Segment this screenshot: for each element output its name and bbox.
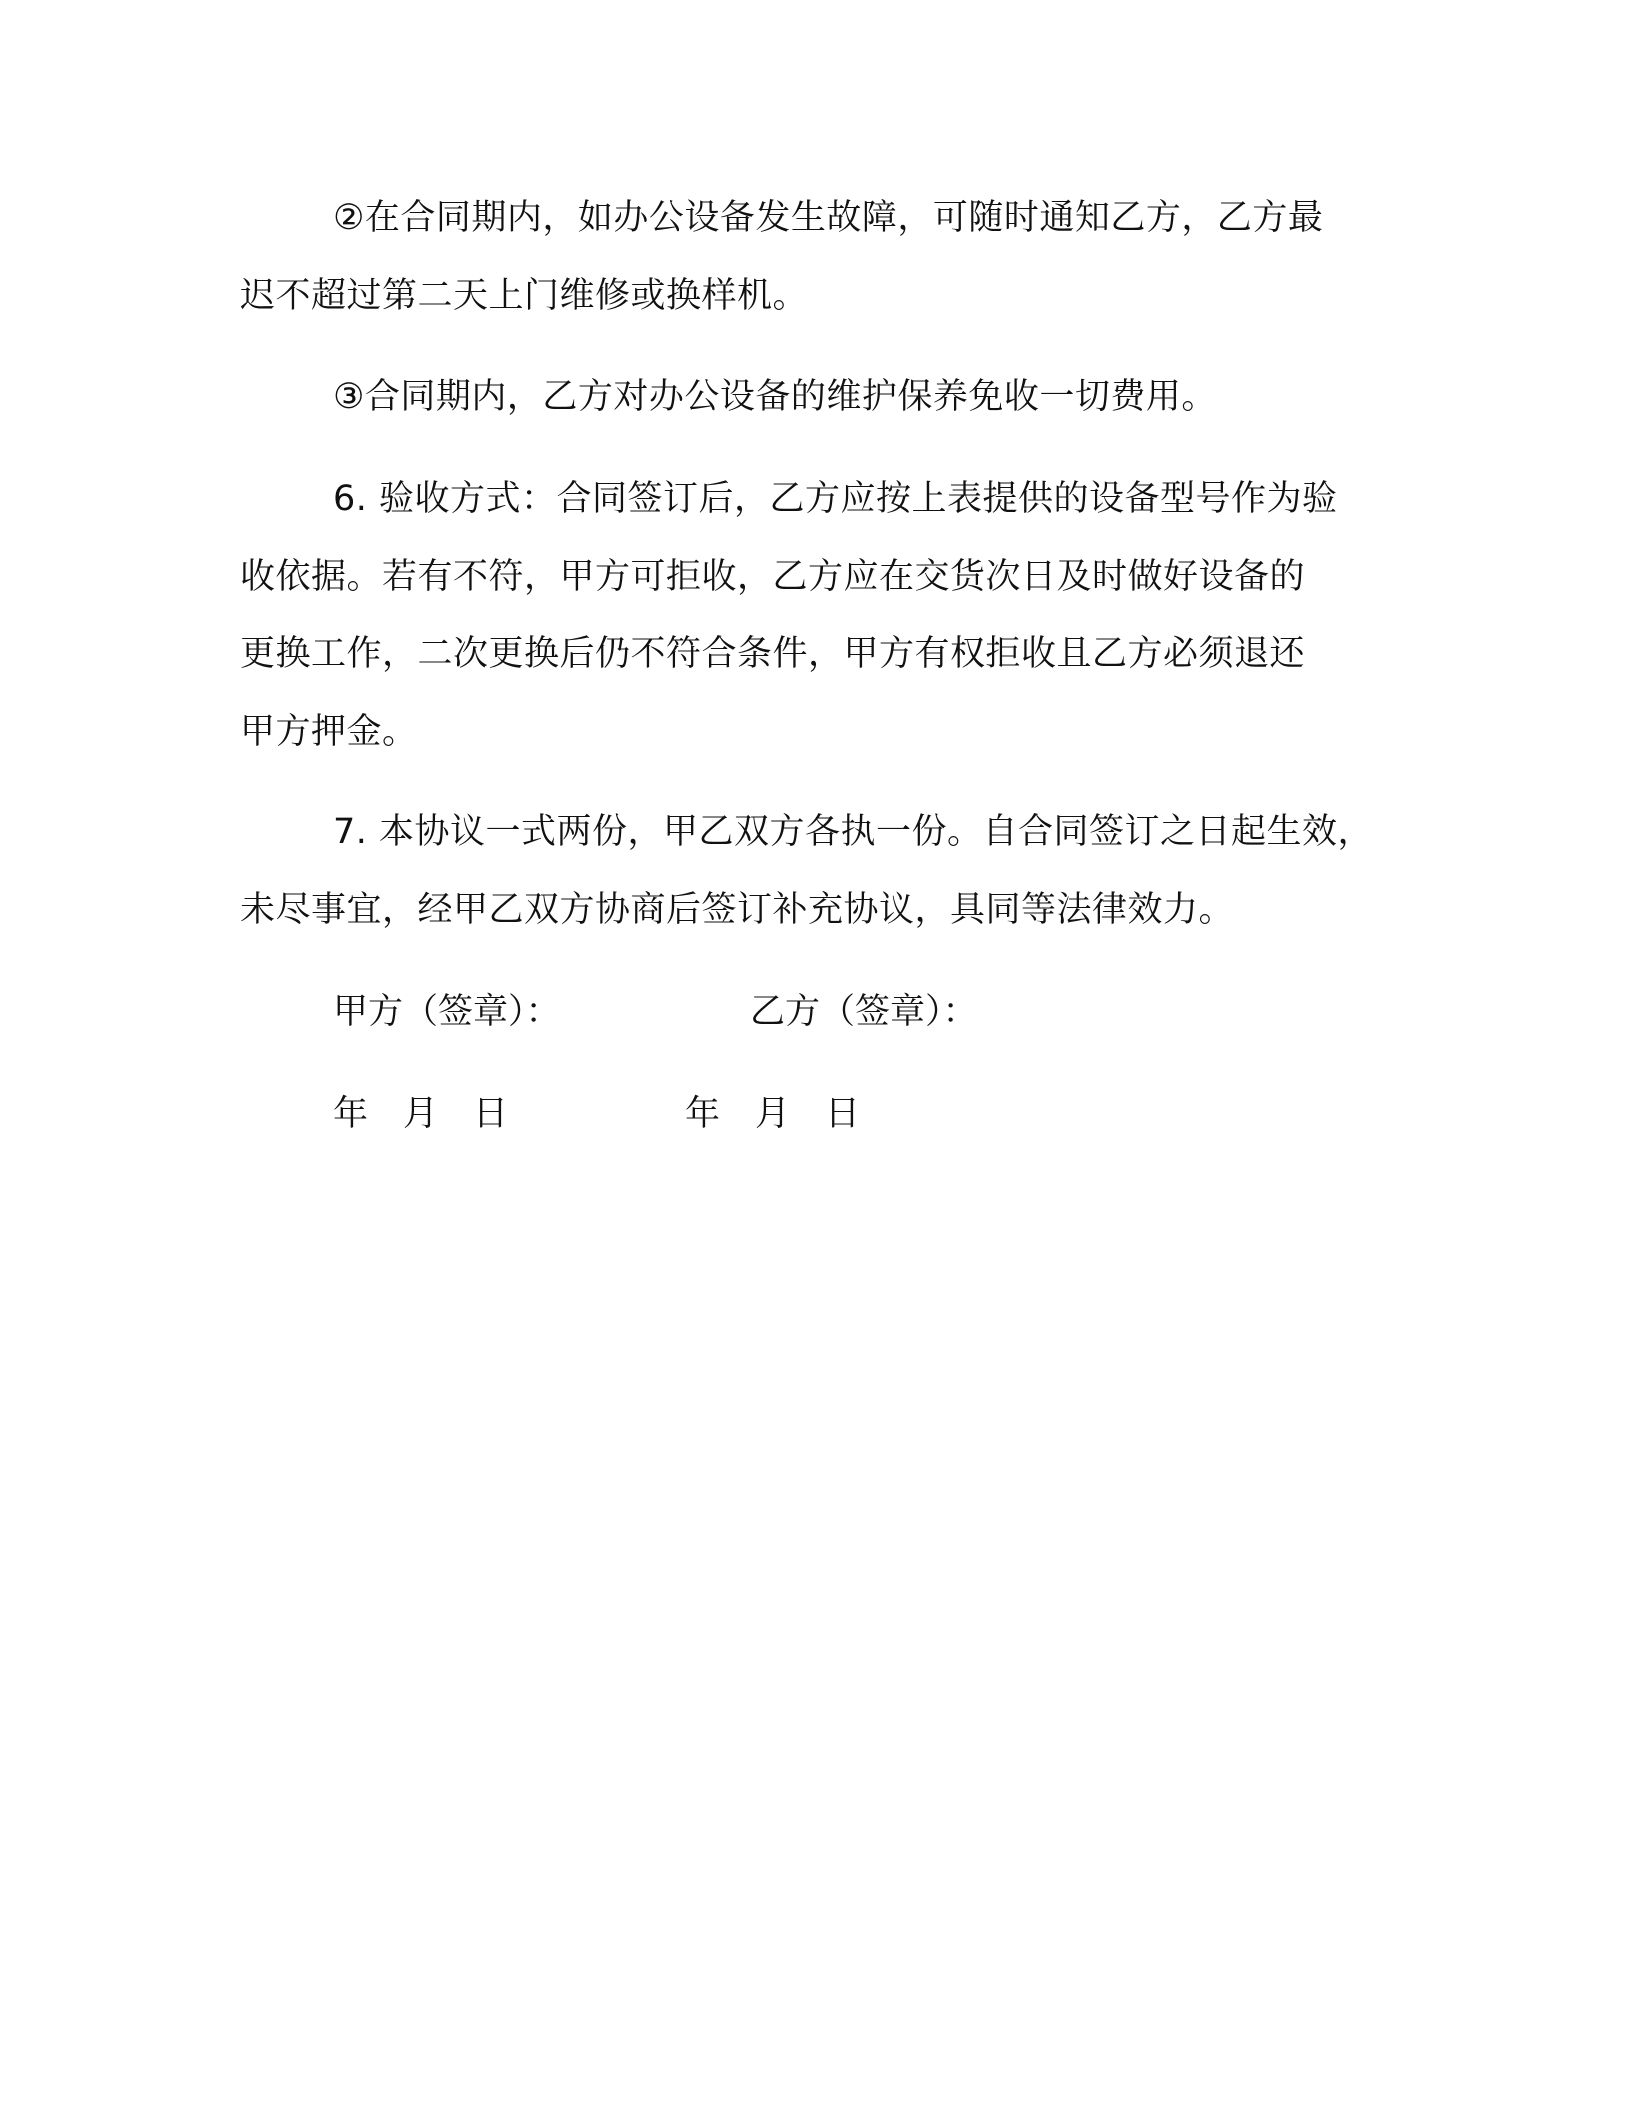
section-6-line-3: 更换工作，二次更换后仍不符合条件，甲方有权拒收且乙方必须退还 bbox=[240, 634, 1306, 674]
party-b-date: 年 月 日 bbox=[685, 1094, 861, 1134]
party-a-signature-label: 甲方（签章）： bbox=[333, 992, 561, 1032]
section-6-line-2: 收依据。若有不符，甲方可拒收，乙方应在交货次日及时做好设备的 bbox=[240, 557, 1306, 597]
item-3-line-1: ③合同期内，乙方对办公设备的维护保养免收一切费用。 bbox=[333, 377, 1217, 417]
section-6-line-4: 甲方押金。 bbox=[240, 712, 418, 752]
section-7-line-2: 未尽事宜，经甲乙双方协商后签订补充协议，具同等法律效力。 bbox=[240, 890, 1235, 930]
party-a-date: 年 月 日 bbox=[333, 1094, 509, 1134]
party-b-signature-label: 乙方（签章）： bbox=[750, 992, 978, 1032]
item-2-line-2: 迟不超过第二天上门维修或换样机。 bbox=[240, 276, 809, 316]
section-6-line-1: 6. 验收方式：合同签订后，乙方应按上表提供的设备型号作为验 bbox=[333, 479, 1338, 519]
item-2-line-1: ②在合同期内，如办公设备发生故障，可随时通知乙方，乙方最 bbox=[333, 198, 1324, 238]
section-7-line-1: 7. 本协议一式两份，甲乙双方各执一份。自合同签订之日起生效， bbox=[333, 812, 1374, 852]
